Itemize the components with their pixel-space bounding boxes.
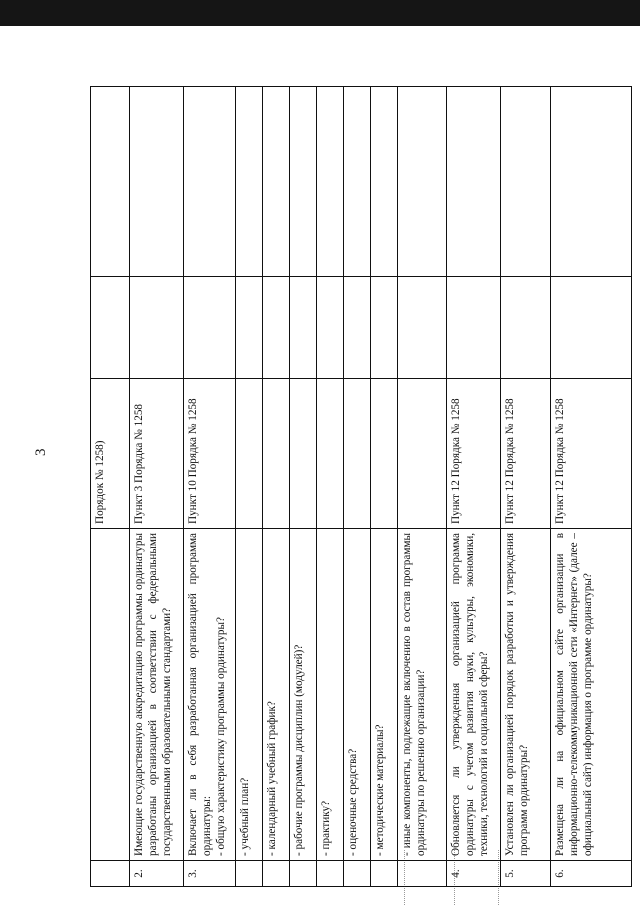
table-row [130,87,184,887]
cell-number [343,861,370,887]
cell-note [130,87,184,277]
cell-requirement [397,379,447,529]
cell-note [316,87,343,277]
cell-question: - рабочие программы дисциплин (модулей)? [289,529,316,861]
cell-answer [397,277,447,379]
cell-number [236,861,263,887]
cell-note [289,87,316,277]
checklist-table-rotated [90,87,632,887]
cell-requirement [343,379,370,529]
cell-number [263,861,290,887]
table-row [447,87,501,887]
cell-number: 6. [551,861,632,887]
cell-note [370,87,397,277]
table-row [370,87,397,887]
table-row [184,87,236,887]
cell-requirement [370,379,397,529]
cell-note [551,87,632,277]
cell-number: 4. [447,861,501,887]
cell-question: Обновляется ли утвержденная организацией программа ординатуры с учетом развития науки, культуры, экономики, техники, технологий и социальной сферы? [447,529,501,861]
cell-requirement: Пункт 12 Порядка № 1258 [447,379,501,529]
table-row [91,87,130,887]
cell-answer [447,277,501,379]
cell-note [236,87,263,277]
cell-requirement: Порядок № 1258) [91,379,130,529]
cell-number: 3. [184,861,236,887]
table-row [551,87,632,887]
cell-number [289,861,316,887]
page-number: 3 [33,448,49,456]
cell-requirement [316,379,343,529]
table-row [501,87,551,887]
cell-answer [91,277,130,379]
cell-question: - иные компоненты, подлежащие включению в состав программы ординатуры по решению организации? [397,529,447,861]
cell-note [91,87,130,277]
table-row [289,87,316,887]
table-row [316,87,343,887]
cell-requirement: Пункт 10 Порядка № 1258 [184,379,236,529]
table-row [343,87,370,887]
cell-requirement [236,379,263,529]
cell-number: 5. [501,861,551,887]
cell-question [91,529,130,861]
cell-number [370,861,397,887]
cell-number [397,861,447,887]
table-row [263,87,290,887]
cell-requirement [263,379,290,529]
cell-answer [263,277,290,379]
cell-requirement: Пункт 3 Порядка № 1258 [130,379,184,529]
question-text: - общую характеристику программы ординатуры? [215,617,228,856]
cell-question: - оценочные средства? [343,529,370,861]
cell-question: - методические материалы? [370,529,397,861]
cell-question: - календарный учебный график? [263,529,290,861]
table-row [397,87,447,887]
cell-answer [316,277,343,379]
cell-note [343,87,370,277]
cell-question: - учебный план? [236,529,263,861]
cell-question [184,529,236,861]
scan-top-edge [0,0,640,26]
cell-note [184,87,236,277]
cell-requirement: Пункт 12 Порядка № 1258 [501,379,551,529]
cell-requirement: Пункт 12 Порядка № 1258 [551,379,632,529]
cell-answer [551,277,632,379]
cell-question: - практику? [316,529,343,861]
cell-answer [370,277,397,379]
cell-question: Имеющие государственную аккредитацию программы ординатуры разработаны организацией в соответствии с федеральными государственными образовательными стандартами? [130,529,184,861]
cell-note [501,87,551,277]
cell-note [447,87,501,277]
cell-number: 2. [130,861,184,887]
table-row [236,87,263,887]
cell-answer [236,277,263,379]
cell-note [263,87,290,277]
cell-note [397,87,447,277]
cell-number [91,861,130,887]
cell-answer [130,277,184,379]
cell-answer [289,277,316,379]
cell-question: Установлен ли организацией порядок разработки и утверждения программ ординатуры? [501,529,551,861]
cell-question: Размещена ли на официальном сайте организации в информационно-телекоммуникационной сети «Интернет» (далее – официальный сайт) информация о программе ординатуры? [551,529,632,861]
cell-number [316,861,343,887]
cell-answer [184,277,236,379]
question-text: Включает ли в себя разработанная организацией программа ординатуры: [187,533,214,856]
cell-answer [343,277,370,379]
checklist-table [90,86,632,887]
cell-answer [501,277,551,379]
cell-requirement [289,379,316,529]
